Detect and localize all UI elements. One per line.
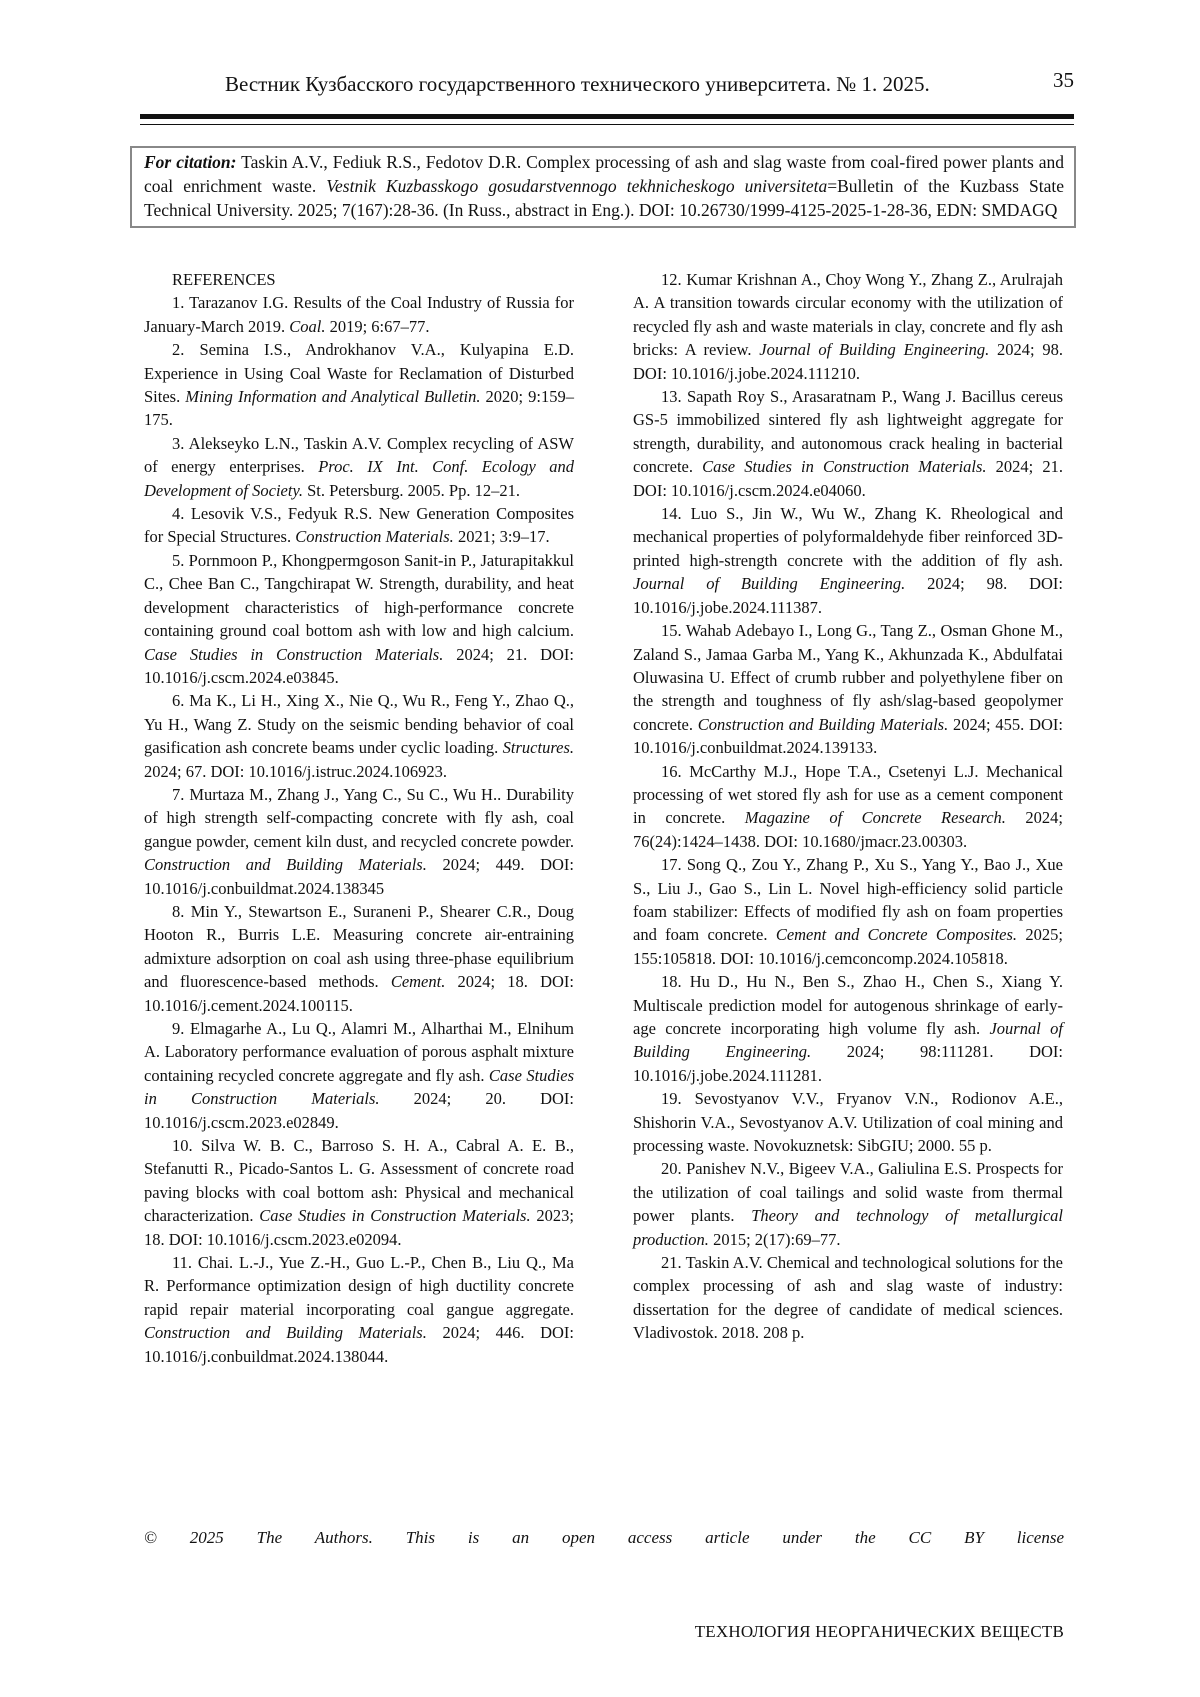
reference-item: 21. Taskin A.V. Chemical and technological solutions for the complex processing of ash and slag waste of industry: dissertation for the degree of candidate of medical sciences. Vladivostok. 2018. 208 p. xyxy=(633,1253,1063,1343)
reference-item: 12. Kumar Krishnan A., Choy Wong Y., Zhang Z., Arulrajah A. A transition towards circular economy with the utilization of recycled fly ash and waste materials in clay, concrete and fly ash bricks: A review. Journal of Building Engineering. 2024; 98. DOI: 10.1016/j.jobe.2024.111210. xyxy=(633,270,1064,383)
citation-authors-title: Taskin A.V., Fediuk R.S., Fedotov D.R. Complex processing of ash and slag waste from coal-fired power plants and coal enrichment waste. xyxy=(144,152,1064,196)
reference-item: 1. Tarazanov I.G. Results of the Coal Industry of Russia for January-March 2019. Coal. 2019; 6:67–77. xyxy=(144,293,574,336)
reference-item: 19. Sevostyanov V.V., Fryanov V.N., Rodionov A.E., Shishorin V.A., Sevostyanov A.V. Utilization of coal mining and processing waste. Novokuznetsk: SibGIU; 2000. 55 p. xyxy=(633,1089,1063,1156)
reference-item: 10. Silva W. B. C., Barroso S. H. A., Cabral A. E. B., Stefanutti R., Picado-Santos L. G. Assessment of concrete road paving blocks with coal bottom ash: Physical and mechanical characterization. Case Studies in Construction Materials. 2023; 18. DOI: 10.1016/j.cscm.2023.e02094. xyxy=(144,1136,574,1249)
reference-item: 11. Chai. L.-J., Yue Z.-H., Guo L.-P., Chen B., Liu Q., Ma R. Performance optimization design of high ductility concrete rapid repair material incorporating coal gangue aggregate. Construction and Building Materials. 2024; 446. DOI: 10.1016/j.conbuildmat.2024.138044. xyxy=(144,1253,575,1366)
references-column-right xyxy=(633,268,1063,1345)
citation-details: =Bulletin of the Kuzbass State Technical University. 2025; 7(167):28-36. (In Russ., abstract in Eng.). DOI: 10.26730/1999-4125-2025-1-28-36, EDN: SMDAGQ xyxy=(144,176,1064,220)
references-heading: REFERENCES xyxy=(172,270,276,289)
citation-box xyxy=(130,146,1076,228)
header-rule-thick xyxy=(140,114,1074,119)
header-rule-thin xyxy=(140,124,1074,125)
citation-label: For citation: xyxy=(144,152,237,172)
reference-item: 7. Murtaza M., Zhang J., Yang C., Su C., Wu H.. Durability of high strength self-compacting concrete with fly ash, coal gangue powder, cement kiln dust, and recycled concrete powder. Construction and Building Materials. 2024; 449. DOI: 10.1016/j.conbuildmat.2024.138345 xyxy=(144,784,575,898)
reference-item: 20. Panishev N.V., Bigeev V.A., Galiulina E.S. Prospects for the utilization of coal tailings and solid waste from thermal power plants. Theory and technology of metallurgical production. 2015; 2(17):69–77. xyxy=(633,1159,1064,1249)
reference-item: 4. Lesovik V.S., Fedyuk R.S. New Generation Composites for Special Structures. Construction Materials. 2021; 3:9–17. xyxy=(144,504,574,547)
license-notice: © 2025 The Authors. This is an open access article under the CC BY license xyxy=(144,1528,1064,1547)
journal-header-title: Вестник Кузбасского государственного технического университета. № 1. 2025. xyxy=(225,72,930,96)
citation-journal: Vestnik Kuzbasskogo gosudarstvennogo tekhnicheskogo universiteta xyxy=(326,176,828,196)
page-number: 35 xyxy=(1053,68,1074,92)
reference-item: 13. Sapath Roy S., Arasaratnam P., Wang J. Bacillus cereus GS-5 immobilized sintered fly ash lightweight aggregate for strength, durability, and autonomous crack healing in bacterial concrete. Case Studies in Construction Materials. 2024; 21. DOI: 10.1016/j.cscm.2024.e04060. xyxy=(633,387,1064,500)
reference-item: 15. Wahab Adebayo I., Long G., Tang Z., Osman Ghone M., Zaland S., Jamaa Garba M., Yang K., Akhunzada K., Abdulfatai Oluwasina U. Effect of crumb rubber and polyethylene fiber on the strength and toughness of fly ash/slag-based geopolymer concrete. Construction and Building Materials. 2024; 455. DOI: 10.1016/j.conbuildmat.2024.139133. xyxy=(633,621,1063,758)
running-header xyxy=(140,68,1074,108)
section-footer: ТЕХНОЛОГИЯ НЕОРГАНИЧЕСКИХ ВЕЩЕСТВ xyxy=(694,1622,1064,1641)
reference-item: 17. Song Q., Zou Y., Zhang P., Xu S., Yang Y., Bao J., Xue S., Liu J., Gao S., Lin L. Novel high-efficiency solid particle foam stabilizer: Effects of modified fly ash on foam properties and foam concrete. Cement and Concrete Composites. 2025; 155:105818. DOI: 10.1016/j.cemconcomp.2024.105818. xyxy=(633,855,1063,968)
references-column-left xyxy=(144,268,574,1368)
reference-item: 3. Alekseyko L.N., Taskin A.V. Complex recycling of ASW of energy enterprises. Proc. IX Int. Conf. Ecology and Development of Society. St. Petersburg. 2005. Pp. 12–21. xyxy=(144,433,574,500)
reference-item: 16. McCarthy M.J., Hope T.A., Csetenyi L.J. Mechanical processing of wet stored fly ash for use as a cement component in concrete. Magazine of Concrete Research. 2024; 76(24):1424–1438. DOI: 10.1680/jmacr.23.00303. xyxy=(633,761,1063,851)
reference-item: 9. Elmagarhe A., Lu Q., Alamri M., Alharthai M., Elnihum A. Laboratory performance evaluation of porous asphalt mixture containing recycled concrete aggregate and fly ash. Case Studies in Construction Materials. 2024; 20. DOI: 10.1016/j.cscm.2023.e02849. xyxy=(144,1019,574,1132)
reference-item: 6. Ma K., Li H., Xing X., Nie Q., Wu R., Feng Y., Zhao Q., Yu H., Wang Z. Study on the seismic bending behavior of coal gasification ash concrete beams under cyclic loading. Structures. 2024; 67. DOI: 10.1016/j.istruc.2024.106923. xyxy=(144,691,574,781)
reference-item: 8. Min Y., Stewartson E., Suraneni P., Shearer C.R., Doug Hooton R., Burris L.E. Measuring concrete air-entraining admixture adsorption on coal ash using three-phase equilibrium and fluorescence-based methods. Cement. 2024; 18. DOI: 10.1016/j.cement.2024.100115. xyxy=(144,901,574,1015)
reference-item: 14. Luo S., Jin W., Wu W., Zhang K. Rheological and mechanical properties of polyformaldehyde fiber reinforced 3D-printed high-strength concrete with the addition of fly ash. Journal of Building Engineering. 2024; 98. DOI: 10.1016/j.jobe.2024.111387. xyxy=(633,504,1063,617)
reference-item: 5. Pornmoon P., Khongpermgoson Sanit-in P., Jaturapitakkul C., Chee Ban C., Tangchirapat W. Strength, durability, and heat development characteristics of high-performance concrete containing ground coal bottom ash with low and high calcium. Case Studies in Construction Materials. 2024; 21. DOI: 10.1016/j.cscm.2024.e03845. xyxy=(144,550,574,687)
reference-item: 2. Semina I.S., Androkhanov V.A., Kulyapina E.D. Experience in Using Coal Waste for Reclamation of Disturbed Sites. Mining Information and Analytical Bulletin. 2020; 9:159–175. xyxy=(144,340,574,430)
reference-item: 18. Hu D., Hu N., Ben S., Zhao H., Chen S., Xiang Y. Multiscale prediction model for autogenous shrinkage of early-age concrete incorporating high volume fly ash. Journal of Building Engineering. 2024; 98:111281. DOI: 10.1016/j.jobe.2024.111281. xyxy=(633,972,1063,1085)
